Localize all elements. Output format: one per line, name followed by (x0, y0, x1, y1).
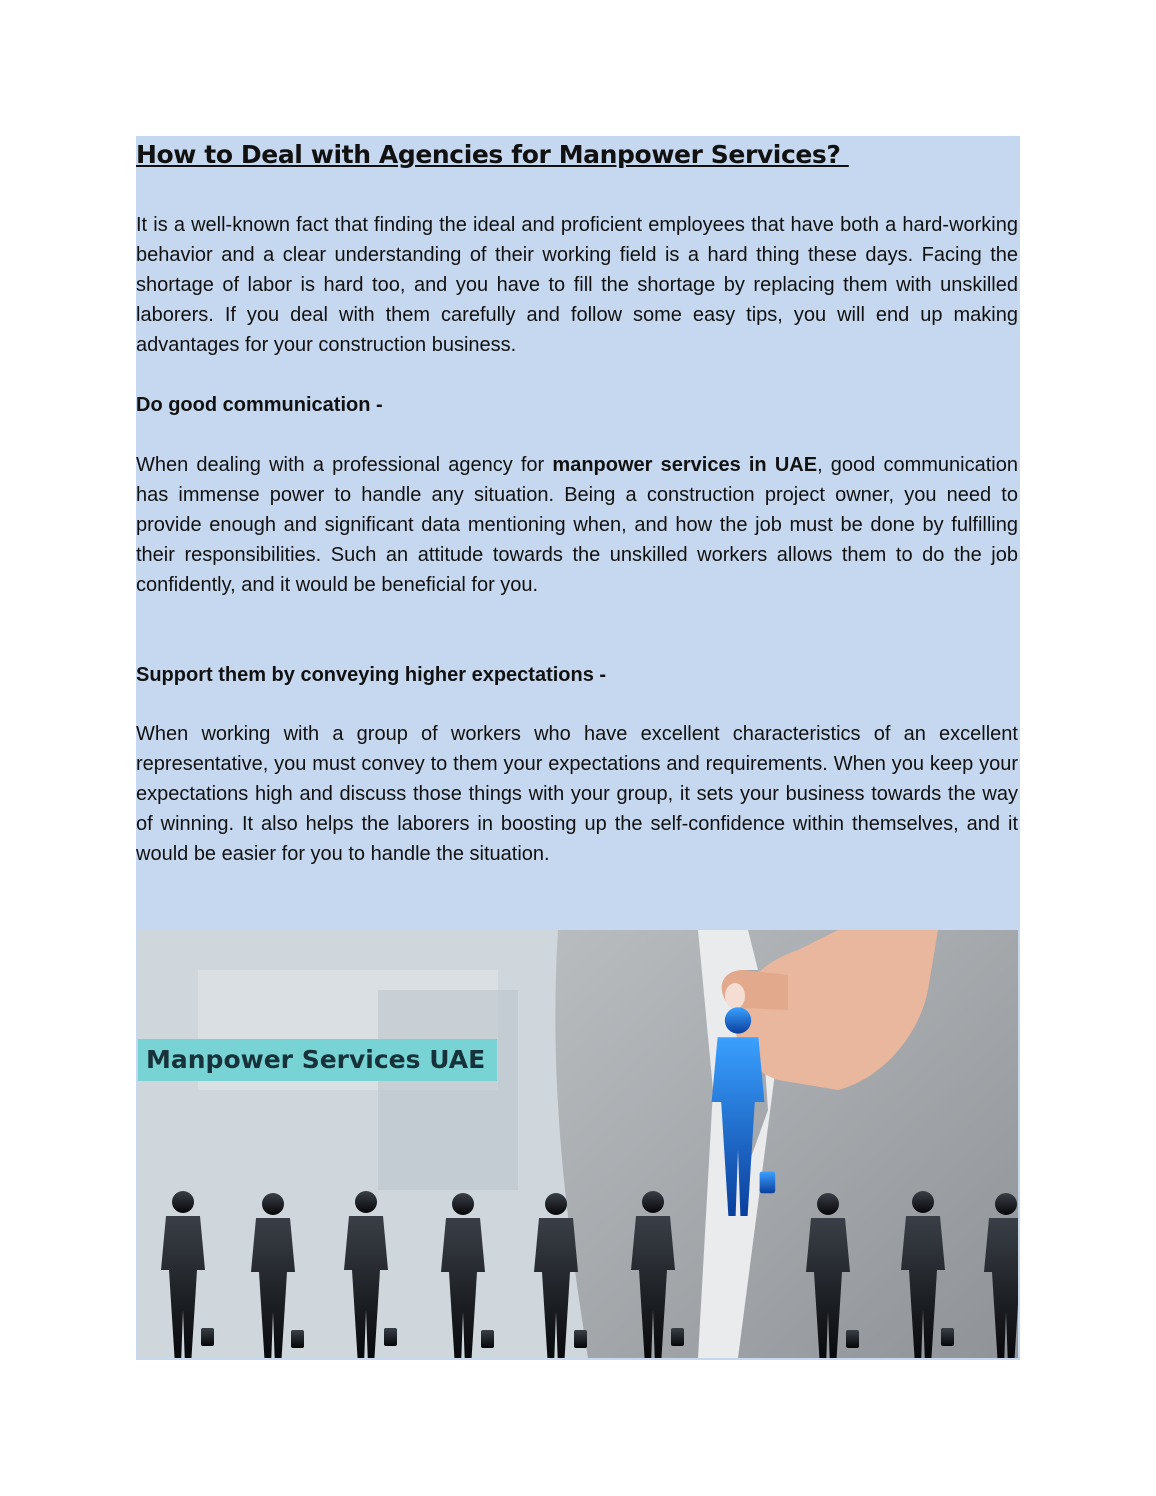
section-heading-communication: Do good communication - (136, 394, 383, 416)
manpower-illustration (138, 930, 1018, 1358)
expectations-paragraph: When working with a group of workers who have excellent characteristics of an excellent representative, you must convey to them your expectations and requirements. When you keep your expectations high and discuss those things with your group, it sets your business towards the way of winning. It also helps the laborers in boosting up the self-confidence within themselves, and it would be easier for you to handle the situation. (136, 723, 1018, 865)
section-heading-expectations: Support them by conveying higher expectations - (136, 664, 607, 686)
manpower-services-keyword: manpower services in UAE (552, 454, 818, 476)
intro-paragraph: It is a well-known fact that finding the ideal and proficient employees that have both a hard-working behavior and a clear understanding of their working field is a hard thing these days. Facing the shortage of labor is hard too, and you have to fill the shortage by replacing them with unskilled laborers. If you deal with them carefully and follow some easy tips, you will end up making advantages for your construction business. (136, 214, 1018, 356)
manpower-image (138, 930, 1018, 1358)
image-caption: Manpower Services UAE (138, 1039, 497, 1081)
communication-text-start: When dealing with a professional agency for (136, 454, 553, 476)
communication-paragraph (136, 450, 1018, 600)
communication-text-end: , good communication has immense power to handle any situation. Being a construction project owner, you need to provide enough and significant data mentioning when, and how the job must be done by fulfilling their responsibilities. Such an attitude towards the unskilled workers allows them to do the job confidently, and it would be beneficial for you. (136, 454, 1018, 596)
page-title: How to Deal with Agencies for Manpower Services? (136, 140, 849, 169)
